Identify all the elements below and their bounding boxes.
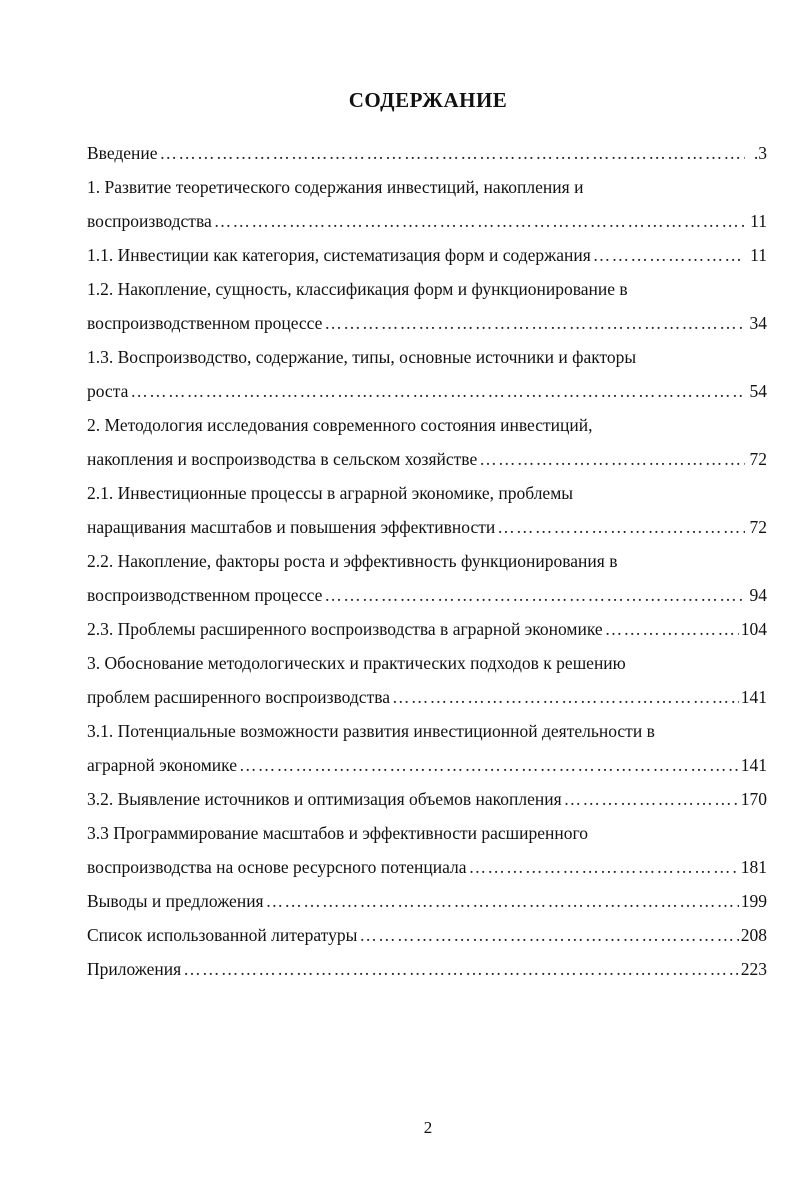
toc-entry-page: 170 (740, 789, 767, 809)
dot-leader (605, 612, 739, 646)
toc-entry-text: 3. Обоснование методологических и практических подходов к решению (87, 653, 626, 673)
toc-entry-text: аграрной экономике (87, 748, 239, 782)
dot-leader (392, 680, 739, 714)
toc-entry-text: Введение (87, 136, 160, 170)
toc-entry (87, 204, 767, 238)
toc-entry-text: проблем расширенного воспроизводства (87, 680, 392, 714)
toc-entry-text: 2. Методология исследования современного состояния инвестиций, (87, 415, 593, 435)
dot-leader (497, 510, 745, 544)
toc-entry-text: 1. Развитие теоретического содержания инвестиций, накопления и (87, 177, 584, 197)
toc-entry-page: 72 (749, 517, 767, 537)
toc-entry (87, 306, 767, 340)
dot-leader (160, 136, 745, 170)
toc-entry (87, 578, 767, 612)
dot-leader (214, 204, 745, 238)
toc-entry (87, 952, 767, 986)
toc-entry-text: 1.3. Воспроизводство, содержание, типы, основные источники и факторы (87, 347, 637, 367)
toc-entry-page: 199 (740, 891, 767, 911)
toc-entry (87, 646, 767, 680)
toc-entry (87, 136, 767, 170)
toc-entry-text: Приложения (87, 952, 183, 986)
toc-entry-text: роста (87, 374, 130, 408)
toc-entry (87, 442, 767, 476)
toc-entry (87, 510, 767, 544)
toc-entry (87, 918, 767, 952)
dot-leader (266, 884, 739, 918)
toc-entry-text: воспроизводства (87, 204, 214, 238)
dot-leader (479, 442, 745, 476)
toc-entry-page: 11 (750, 245, 767, 265)
page-number: 2 (423, 1118, 433, 1137)
dot-leader (593, 238, 745, 272)
toc-entry-text: 1.1. Инвестиции как категория, систематизация форм и содержания (87, 238, 593, 272)
toc-entry (87, 816, 767, 850)
toc-entry (87, 884, 767, 918)
toc-entry (87, 748, 767, 782)
toc-entry (87, 476, 767, 510)
toc-entry-page: 104 (740, 619, 767, 639)
toc-entry-page: 223 (740, 959, 767, 979)
toc-entry-text: 3.2. Выявление источников и оптимизация объемов накопления (87, 782, 564, 816)
table-of-contents (87, 136, 767, 986)
toc-entry-text: Выводы и предложения (87, 884, 266, 918)
toc-entry (87, 544, 767, 578)
toc-entry-text: воспроизводственном процессе (87, 306, 324, 340)
toc-entry (87, 238, 767, 272)
toc-entry-page: 141 (740, 687, 767, 707)
toc-entry-page: 94 (749, 585, 767, 605)
toc-entry (87, 272, 767, 306)
toc-entry (87, 340, 767, 374)
toc-entry (87, 374, 767, 408)
dot-leader (564, 782, 739, 816)
toc-entry-page: .3 (753, 143, 767, 163)
toc-entry (87, 850, 767, 884)
toc-entry-text: 1.2. Накопление, сущность, классификация форм и функционирование в (87, 279, 628, 299)
toc-entry-text: наращивания масштабов и повышения эффективности (87, 510, 497, 544)
dot-leader (239, 748, 739, 782)
dot-leader (130, 374, 745, 408)
toc-entry-text: 3.1. Потенциальные возможности развития инвестиционной деятельности в (87, 721, 655, 741)
toc-entry-text: Список использованной литературы (87, 918, 359, 952)
toc-entry-text: воспроизводственном процессе (87, 578, 324, 612)
toc-entry-text: 2.1. Инвестиционные процессы в аграрной экономике, проблемы (87, 483, 574, 503)
toc-entry-text: 2.3. Проблемы расширенного воспроизводства в аграрной экономике (87, 612, 605, 646)
toc-entry-page: 141 (740, 755, 767, 775)
dot-leader (324, 306, 745, 340)
toc-entry (87, 170, 767, 204)
toc-entry-page: 72 (749, 449, 767, 469)
toc-entry (87, 680, 767, 714)
toc-entry (87, 408, 767, 442)
toc-entry-page: 54 (749, 381, 767, 401)
dot-leader (183, 952, 739, 986)
toc-entry (87, 612, 767, 646)
toc-entry-text: накопления и воспроизводства в сельском хозяйстве (87, 442, 479, 476)
toc-entry-text: 3.3 Программирование масштабов и эффективности расширенного (87, 823, 589, 843)
toc-entry (87, 714, 767, 748)
toc-entry-page: 208 (740, 925, 767, 945)
page-title: СОДЕРЖАНИЕ (348, 88, 508, 112)
toc-entry-page: 11 (750, 211, 767, 231)
toc-entry (87, 782, 767, 816)
toc-entry-page: 34 (749, 313, 767, 333)
toc-entry-text: 2.2. Накопление, факторы роста и эффективность функционирования в (87, 551, 618, 571)
dot-leader (469, 850, 739, 884)
dot-leader (324, 578, 745, 612)
toc-entry-text: воспроизводства на основе ресурсного потенциала (87, 850, 469, 884)
toc-entry-page: 181 (740, 857, 767, 877)
dot-leader (359, 918, 738, 952)
